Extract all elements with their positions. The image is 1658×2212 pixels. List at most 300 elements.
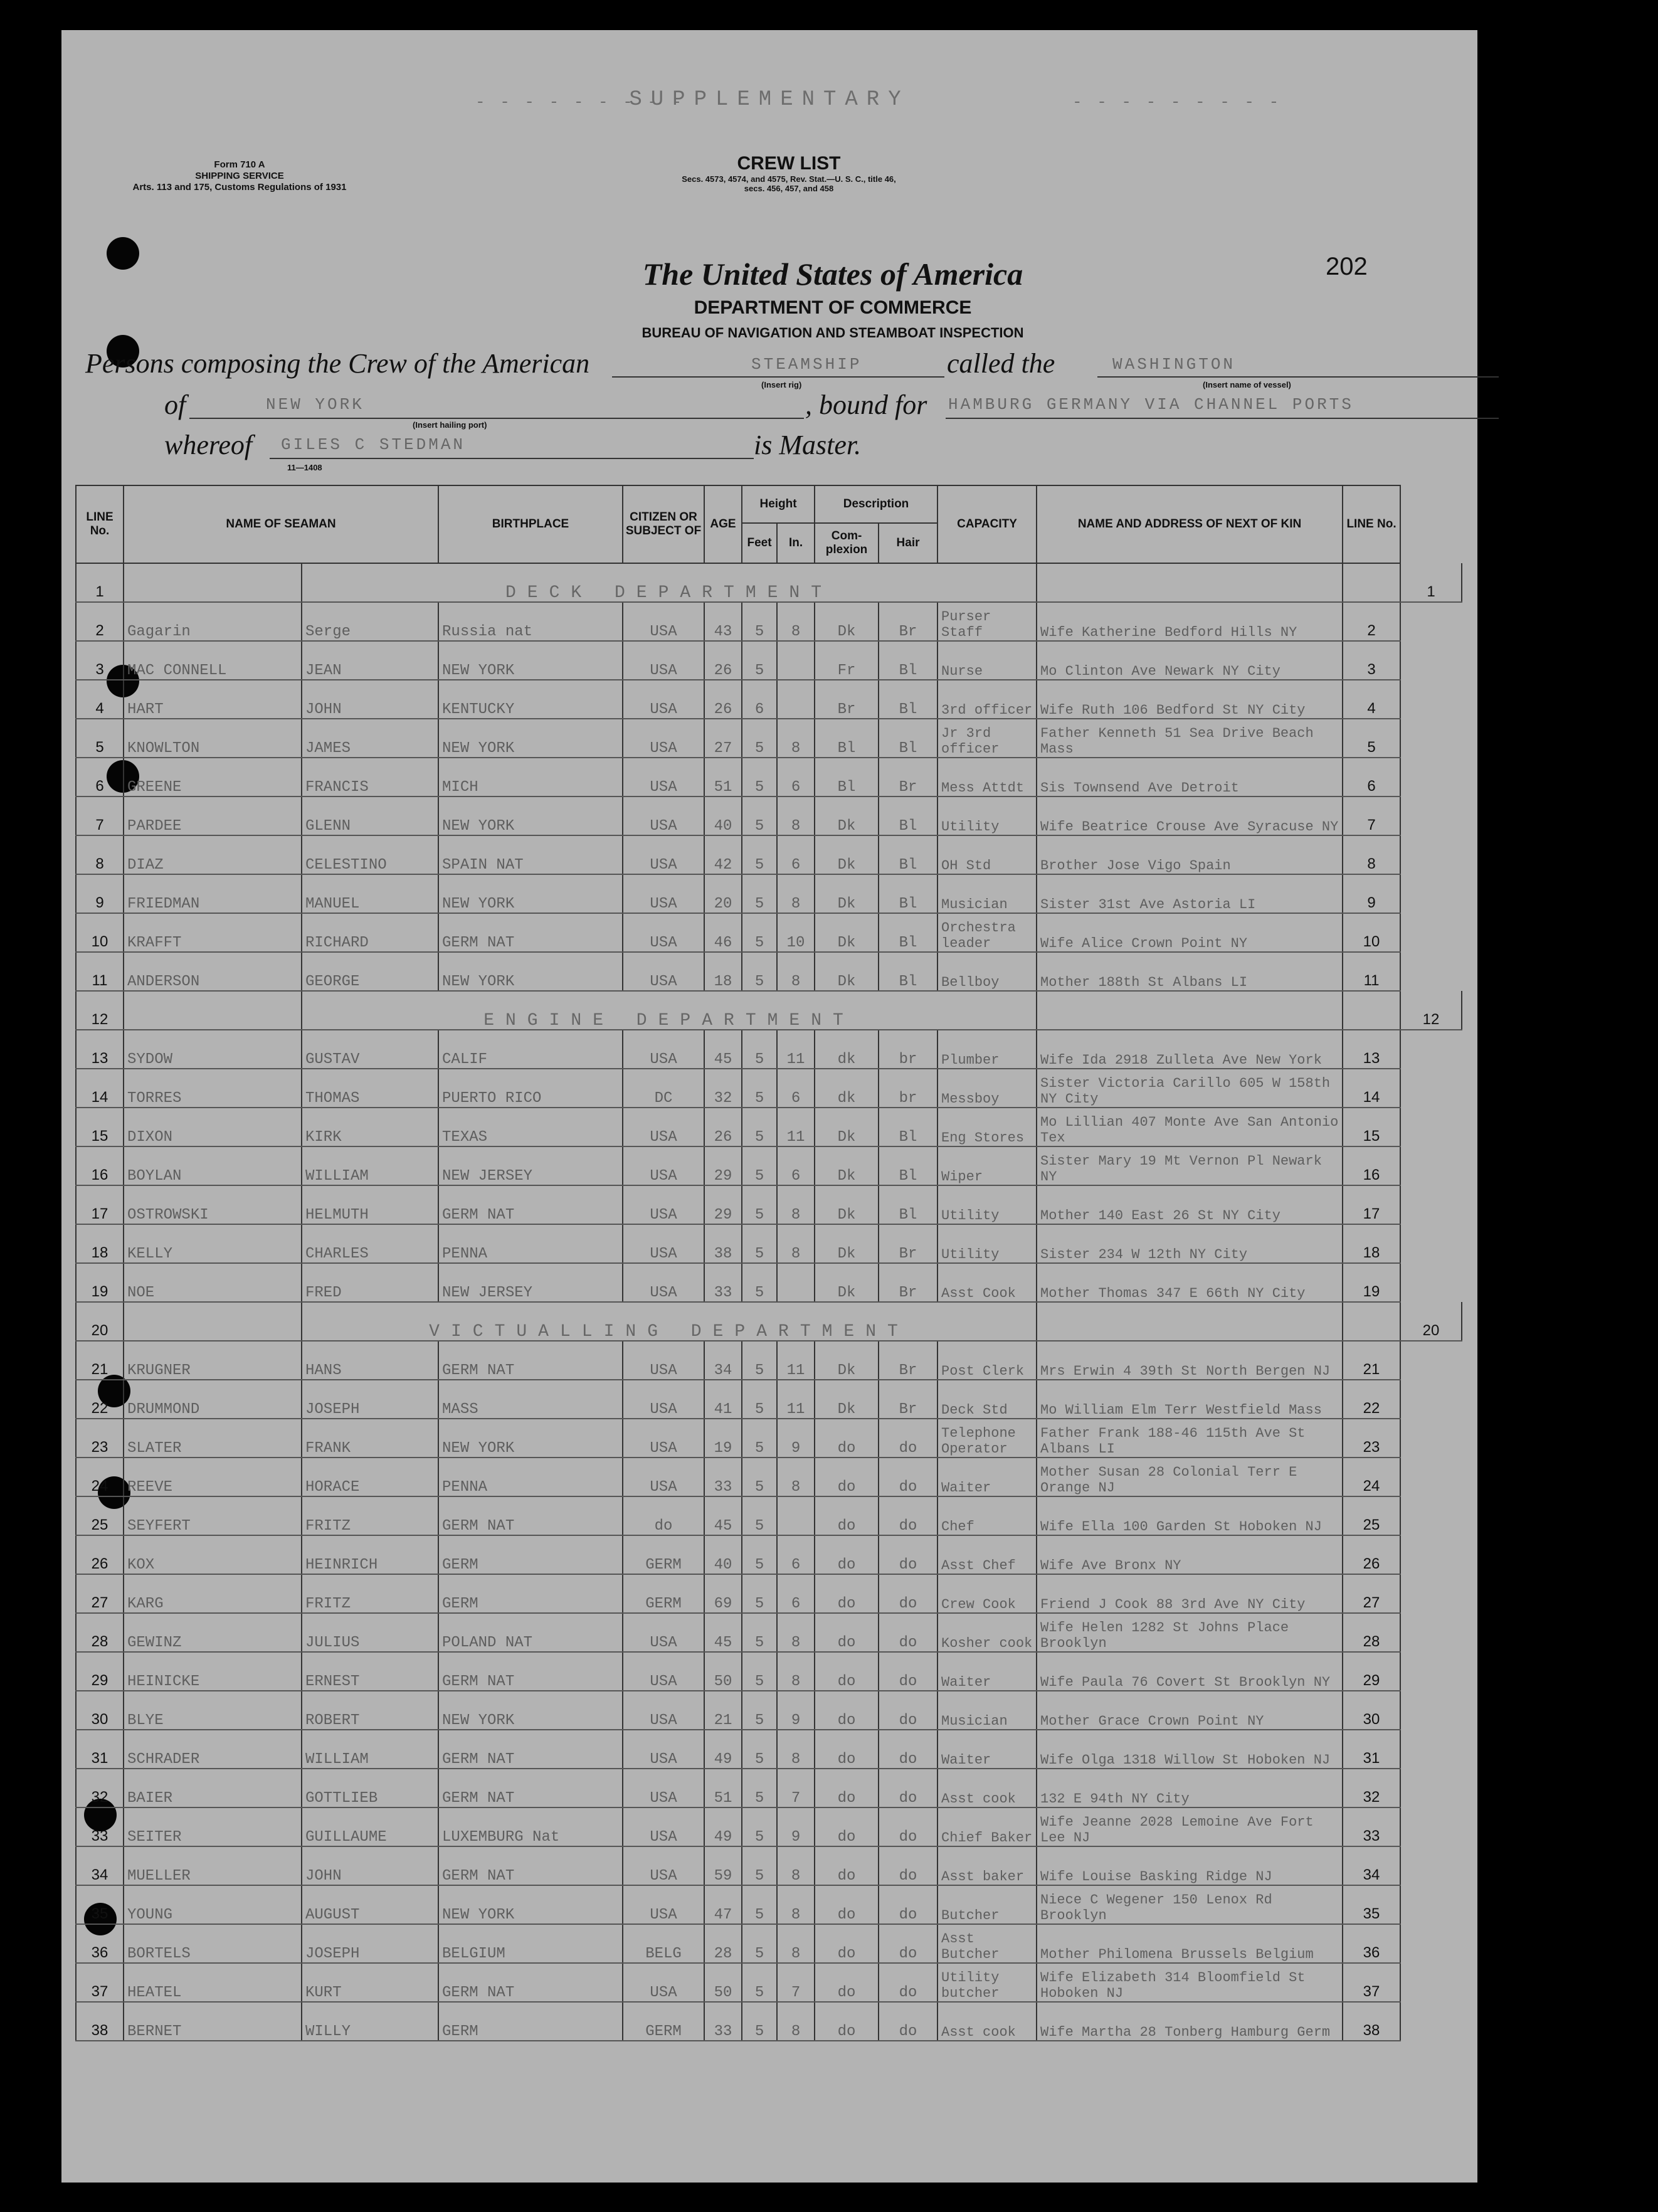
height-feet-cell: 5: [742, 1807, 777, 1846]
line-number-right: 18: [1343, 1224, 1400, 1263]
line-number: 22: [76, 1380, 124, 1419]
citizen-cell: USA: [623, 680, 704, 719]
age-cell: 69: [704, 1574, 742, 1613]
line-number-right: 23: [1343, 1419, 1400, 1458]
hair-cell: do: [879, 1807, 937, 1846]
height-inches-cell: 11: [777, 1341, 815, 1380]
height-feet-cell: 5: [742, 796, 777, 835]
header-complexion: Com-plexion: [815, 523, 879, 563]
height-feet-cell: 5: [742, 1846, 777, 1885]
blank-cell: [1037, 1302, 1343, 1341]
seaman-surname: YOUNG: [124, 1885, 302, 1924]
table-row: [76, 874, 1462, 913]
hair-cell: Br: [879, 1263, 937, 1302]
height-feet-cell: 5: [742, 641, 777, 680]
capacity-cell: Messboy: [937, 1069, 1037, 1108]
height-feet-cell: 5: [742, 2002, 777, 2041]
citizen-cell: GERM: [623, 1574, 704, 1613]
height-feet-cell: 5: [742, 602, 777, 641]
seaman-surname: REEVE: [124, 1458, 302, 1496]
line-number: 32: [76, 1769, 124, 1807]
birthplace-cell: GERM NAT: [438, 1730, 623, 1769]
citizen-cell: do: [623, 1496, 704, 1535]
birthplace-cell: NEW YORK: [438, 952, 623, 991]
seaman-surname: DIAZ: [124, 835, 302, 874]
hair-cell: do: [879, 1963, 937, 2002]
complexion-cell: do: [815, 2002, 879, 2041]
hair-cell: do: [879, 1924, 937, 1963]
blank-cell: [1343, 991, 1400, 1030]
next-of-kin-cell: Friend J Cook 88 3rd Ave NY City: [1037, 1574, 1343, 1613]
age-cell: 20: [704, 874, 742, 913]
line-number: 15: [76, 1108, 124, 1146]
next-of-kin-cell: Mo Clinton Ave Newark NY City: [1037, 641, 1343, 680]
height-feet-cell: 5: [742, 758, 777, 796]
next-of-kin-cell: 132 E 94th NY City: [1037, 1769, 1343, 1807]
capacity-cell: Utility: [937, 1224, 1037, 1263]
hair-cell: do: [879, 1652, 937, 1691]
seaman-surname: HART: [124, 680, 302, 719]
birthplace-cell: GERM: [438, 1574, 623, 1613]
line-number-right: 20: [1400, 1302, 1462, 1341]
hair-cell: do: [879, 1846, 937, 1885]
seaman-surname: NOE: [124, 1263, 302, 1302]
next-of-kin-cell: Mo William Elm Terr Westfield Mass: [1037, 1380, 1343, 1419]
height-inches-cell: 8: [777, 602, 815, 641]
citizen-cell: USA: [623, 913, 704, 952]
capacity-cell: Post Clerk: [937, 1341, 1037, 1380]
hair-cell: do: [879, 1496, 937, 1535]
height-inches-cell: 7: [777, 1963, 815, 2002]
birthplace-cell: NEW YORK: [438, 1885, 623, 1924]
seaman-surname: ANDERSON: [124, 952, 302, 991]
height-feet-cell: 5: [742, 1419, 777, 1458]
line-number: 19: [76, 1263, 124, 1302]
seaman-given-name: FRITZ: [302, 1496, 438, 1535]
capacity-cell: Eng Stores: [937, 1108, 1037, 1146]
height-inches-cell: [777, 1263, 815, 1302]
citizen-cell: USA: [623, 1807, 704, 1846]
next-of-kin-cell: Mrs Erwin 4 39th St North Bergen NJ: [1037, 1341, 1343, 1380]
line-number-right: 27: [1343, 1574, 1400, 1613]
table-row: [76, 1769, 1462, 1807]
height-feet-cell: 5: [742, 1574, 777, 1613]
line-number-right: 30: [1343, 1691, 1400, 1730]
citizen-cell: USA: [623, 952, 704, 991]
hair-cell: do: [879, 1535, 937, 1574]
height-inches-cell: 8: [777, 796, 815, 835]
crew-list-heading: CREW LIST Secs. 4573, 4574, and 4575, Rev. Stat.—U. S. C., title 46, secs. 456, 457, and 458: [613, 153, 964, 193]
table-row: [76, 758, 1462, 796]
height-inches-cell: 6: [777, 758, 815, 796]
complexion-cell: dk: [815, 1069, 879, 1108]
rig-field: [612, 376, 944, 378]
capacity-cell: Waiter: [937, 1730, 1037, 1769]
capacity-cell: Nurse: [937, 641, 1037, 680]
called-the-label: called the: [947, 348, 1055, 379]
hair-cell: do: [879, 1769, 937, 1807]
citizen-cell: USA: [623, 1108, 704, 1146]
height-feet-cell: 5: [742, 1652, 777, 1691]
age-cell: 45: [704, 1613, 742, 1652]
birthplace-cell: GERM NAT: [438, 1341, 623, 1380]
bound-for-label: , bound for: [805, 389, 927, 420]
age-cell: 51: [704, 758, 742, 796]
seaman-given-name: WILLIAM: [302, 1146, 438, 1185]
hair-cell: Bl: [879, 796, 937, 835]
header-name-of-seaman: NAME OF SEAMAN: [124, 485, 438, 563]
seaman-surname: SEITER: [124, 1807, 302, 1846]
line-number-right: 1: [1400, 563, 1462, 602]
capacity-cell: Wiper: [937, 1146, 1037, 1185]
seaman-given-name: JOSEPH: [302, 1380, 438, 1419]
line-number: 26: [76, 1535, 124, 1574]
hair-cell: br: [879, 1069, 937, 1108]
master-name-value: GILES C STEDMAN: [281, 435, 466, 454]
crew-list-title: CREW LIST: [737, 153, 841, 174]
next-of-kin-cell: Wife Alice Crown Point NY: [1037, 913, 1343, 952]
capacity-cell: Asst Cook: [937, 1263, 1037, 1302]
line-number: 3: [76, 641, 124, 680]
line-number: 1: [76, 563, 124, 602]
line-number-right: 29: [1343, 1652, 1400, 1691]
height-feet-cell: 5: [742, 1108, 777, 1146]
seaman-surname: SCHRADER: [124, 1730, 302, 1769]
citizen-cell: USA: [623, 1185, 704, 1224]
birthplace-cell: GERM NAT: [438, 1846, 623, 1885]
seaman-given-name: HANS: [302, 1341, 438, 1380]
header-line-no-right: LINE No.: [1343, 485, 1400, 563]
birthplace-cell: LUXEMBURG Nat: [438, 1807, 623, 1846]
seaman-given-name: WILLY: [302, 2002, 438, 2041]
next-of-kin-cell: Wife Martha 28 Tonberg Hamburg Germ: [1037, 2002, 1343, 2041]
rig-value: STEAMSHIP: [751, 355, 862, 374]
seaman-surname: SEYFERT: [124, 1496, 302, 1535]
age-cell: 26: [704, 680, 742, 719]
age-cell: 38: [704, 1224, 742, 1263]
stamp-dashes: - - - - - - - - -: [1072, 93, 1282, 112]
vessel-name-hint: (Insert name of vessel): [1203, 380, 1291, 389]
height-feet-cell: 5: [742, 1341, 777, 1380]
seaman-given-name: HORACE: [302, 1458, 438, 1496]
height-inches-cell: 7: [777, 1769, 815, 1807]
capacity-cell: Bellboy: [937, 952, 1037, 991]
height-inches-cell: 6: [777, 1574, 815, 1613]
complexion-cell: Dk: [815, 1185, 879, 1224]
table-row: [76, 1613, 1462, 1652]
line-number: 5: [76, 719, 124, 758]
seaman-given-name: FRITZ: [302, 1574, 438, 1613]
seaman-given-name: CHARLES: [302, 1224, 438, 1263]
seaman-given-name: ROBERT: [302, 1691, 438, 1730]
capacity-cell: Butcher: [937, 1885, 1037, 1924]
citizen-cell: USA: [623, 1030, 704, 1069]
height-inches-cell: 8: [777, 1224, 815, 1263]
seaman-given-name: JOHN: [302, 680, 438, 719]
seaman-given-name: WILLIAM: [302, 1730, 438, 1769]
citizen-cell: GERM: [623, 1535, 704, 1574]
line-number-right: 7: [1343, 796, 1400, 835]
citizen-cell: USA: [623, 1691, 704, 1730]
citizen-cell: DC: [623, 1069, 704, 1108]
height-inches-cell: 8: [777, 1185, 815, 1224]
header-age: AGE: [704, 485, 742, 563]
next-of-kin-cell: Mother 140 East 26 St NY City: [1037, 1185, 1343, 1224]
bureau-title: BUREAU OF NAVIGATION AND STEAMBOAT INSPECTION: [642, 325, 1024, 341]
hailing-port-field: [189, 418, 804, 419]
table-row: [76, 2002, 1462, 2041]
seaman-surname: BAIER: [124, 1769, 302, 1807]
line-number-right: 37: [1343, 1963, 1400, 2002]
age-cell: 18: [704, 952, 742, 991]
age-cell: 28: [704, 1924, 742, 1963]
table-row: [76, 1224, 1462, 1263]
line-number: 12: [76, 991, 124, 1030]
age-cell: 26: [704, 641, 742, 680]
line-number: 18: [76, 1224, 124, 1263]
line-number-right: 14: [1343, 1069, 1400, 1108]
table-row: [76, 1807, 1462, 1846]
line-number-right: 28: [1343, 1613, 1400, 1652]
birthplace-cell: Russia nat: [438, 602, 623, 641]
complexion-cell: Br: [815, 680, 879, 719]
capacity-cell: Crew Cook: [937, 1574, 1037, 1613]
age-cell: 26: [704, 1108, 742, 1146]
line-number-right: 13: [1343, 1030, 1400, 1069]
complexion-cell: do: [815, 1691, 879, 1730]
line-number-right: 4: [1343, 680, 1400, 719]
table-row: [76, 1846, 1462, 1885]
table-row: [76, 1924, 1462, 1963]
line-number-right: 12: [1400, 991, 1462, 1030]
height-inches-cell: [777, 1496, 815, 1535]
age-cell: 21: [704, 1691, 742, 1730]
capacity-cell: Waiter: [937, 1458, 1037, 1496]
capacity-cell: Mess Attdt: [937, 758, 1037, 796]
age-cell: 33: [704, 1263, 742, 1302]
line-number: 34: [76, 1846, 124, 1885]
citizen-cell: USA: [623, 1458, 704, 1496]
next-of-kin-cell: Mother Susan 28 Colonial Terr E Orange NJ: [1037, 1458, 1343, 1496]
seaman-given-name: FRANK: [302, 1419, 438, 1458]
next-of-kin-cell: Sister Victoria Carillo 605 W 158th NY City: [1037, 1069, 1343, 1108]
header-hair: Hair: [879, 523, 937, 563]
age-cell: 50: [704, 1963, 742, 2002]
next-of-kin-cell: Mother Grace Crown Point NY: [1037, 1691, 1343, 1730]
capacity-cell: Deck Std: [937, 1380, 1037, 1419]
hair-cell: do: [879, 2002, 937, 2041]
seaman-surname: FRIEDMAN: [124, 874, 302, 913]
table-row: [76, 1458, 1462, 1496]
height-feet-cell: 5: [742, 1924, 777, 1963]
table-row: [76, 602, 1462, 641]
complexion-cell: Dk: [815, 796, 879, 835]
seaman-surname: Gagarin: [124, 602, 302, 641]
table-row: [76, 1380, 1462, 1419]
table-row: [76, 1691, 1462, 1730]
height-feet-cell: 5: [742, 1613, 777, 1652]
capacity-cell: Asst cook: [937, 2002, 1037, 2041]
hailing-port-value: NEW YORK: [266, 395, 364, 414]
vessel-name-value: WASHINGTON: [1112, 355, 1236, 374]
page-number: 202: [1326, 253, 1368, 280]
height-feet-cell: 5: [742, 1380, 777, 1419]
form-number-block: Form 710 A SHIPPING SERVICE Arts. 113 and 175, Customs Regulations of 1931: [132, 159, 347, 193]
hair-cell: Bl: [879, 874, 937, 913]
table-row: [76, 835, 1462, 874]
capacity-cell: Chief Baker: [937, 1807, 1037, 1846]
line-number-right: 9: [1343, 874, 1400, 913]
table-row: [76, 952, 1462, 991]
complexion-cell: do: [815, 1419, 879, 1458]
birthplace-cell: PUERTO RICO: [438, 1069, 623, 1108]
next-of-kin-cell: Wife Ida 2918 Zulleta Ave New York: [1037, 1030, 1343, 1069]
next-of-kin-cell: Mother Philomena Brussels Belgium: [1037, 1924, 1343, 1963]
birthplace-cell: NEW YORK: [438, 874, 623, 913]
age-cell: 29: [704, 1146, 742, 1185]
height-inches-cell: 8: [777, 1846, 815, 1885]
age-cell: 34: [704, 1341, 742, 1380]
complexion-cell: do: [815, 1652, 879, 1691]
table-row: [76, 1341, 1462, 1380]
complexion-cell: Dk: [815, 913, 879, 952]
table-row: [76, 1535, 1462, 1574]
seaman-surname: BLYE: [124, 1691, 302, 1730]
table-row: [76, 796, 1462, 835]
citizen-cell: USA: [623, 1341, 704, 1380]
line-number-right: 22: [1343, 1380, 1400, 1419]
line-number-right: 36: [1343, 1924, 1400, 1963]
line-number-right: 6: [1343, 758, 1400, 796]
section-row: [76, 991, 1462, 1030]
line-number-right: 25: [1343, 1496, 1400, 1535]
citizen-cell: GERM: [623, 2002, 704, 2041]
line-number: 29: [76, 1652, 124, 1691]
header-inches: In.: [777, 523, 815, 563]
height-feet-cell: 5: [742, 952, 777, 991]
line-number: 35: [76, 1885, 124, 1924]
line-number-right: 5: [1343, 719, 1400, 758]
birthplace-cell: NEW YORK: [438, 1691, 623, 1730]
seaman-surname: KARG: [124, 1574, 302, 1613]
height-inches-cell: 8: [777, 719, 815, 758]
age-cell: 51: [704, 1769, 742, 1807]
header-line-no: LINE No.: [76, 485, 124, 563]
header-feet: Feet: [742, 523, 777, 563]
complexion-cell: do: [815, 1496, 879, 1535]
seaman-surname: BORTELS: [124, 1924, 302, 1963]
line-number-right: 17: [1343, 1185, 1400, 1224]
complexion-cell: do: [815, 1807, 879, 1846]
seaman-surname: KNOWLTON: [124, 719, 302, 758]
line-number: 27: [76, 1574, 124, 1613]
citizen-cell: USA: [623, 1730, 704, 1769]
table-row: [76, 1574, 1462, 1613]
table-row: [76, 1263, 1462, 1302]
line-number: 24: [76, 1458, 124, 1496]
seaman-given-name: KIRK: [302, 1108, 438, 1146]
next-of-kin-cell: Mother 188th St Albans LI: [1037, 952, 1343, 991]
complexion-cell: do: [815, 1769, 879, 1807]
seaman-surname: BERNET: [124, 2002, 302, 2041]
birthplace-cell: GERM: [438, 2002, 623, 2041]
birthplace-cell: MICH: [438, 758, 623, 796]
hair-cell: Br: [879, 1380, 937, 1419]
is-master-label: is Master.: [754, 430, 862, 460]
age-cell: 46: [704, 913, 742, 952]
complexion-cell: Dk: [815, 1263, 879, 1302]
complexion-cell: do: [815, 1574, 879, 1613]
hair-cell: Bl: [879, 835, 937, 874]
citizen-cell: USA: [623, 1963, 704, 2002]
capacity-cell: Jr 3rd officer: [937, 719, 1037, 758]
capacity-cell: Plumber: [937, 1030, 1037, 1069]
seaman-given-name: CELESTINO: [302, 835, 438, 874]
complexion-cell: do: [815, 1613, 879, 1652]
age-cell: 50: [704, 1652, 742, 1691]
seaman-surname: KRAFFT: [124, 913, 302, 952]
age-cell: 27: [704, 719, 742, 758]
crew-of-american-label: Persons composing the Crew of the American: [85, 348, 590, 379]
birthplace-cell: NEW YORK: [438, 719, 623, 758]
seaman-given-name: GUILLAUME: [302, 1807, 438, 1846]
next-of-kin-cell: Brother Jose Vigo Spain: [1037, 835, 1343, 874]
capacity-cell: Telephone Operator: [937, 1419, 1037, 1458]
age-cell: 59: [704, 1846, 742, 1885]
seaman-given-name: GUSTAV: [302, 1030, 438, 1069]
table-row: [76, 641, 1462, 680]
supplementary-stamp: SUPPLEMENTARY: [629, 88, 910, 112]
complexion-cell: Dk: [815, 1341, 879, 1380]
capacity-cell: OH Std: [937, 835, 1037, 874]
section-label: ENGINE DEPARTMENT: [302, 991, 1037, 1030]
birthplace-cell: NEW YORK: [438, 1419, 623, 1458]
line-number-right: 38: [1343, 2002, 1400, 2041]
hair-cell: do: [879, 1574, 937, 1613]
destination-value: HAMBURG GERMANY VIA CHANNEL PORTS: [948, 395, 1354, 414]
line-number: 17: [76, 1185, 124, 1224]
blank-cell: [124, 563, 302, 602]
capacity-cell: Asst Chef: [937, 1535, 1037, 1574]
complexion-cell: do: [815, 1885, 879, 1924]
birthplace-cell: GERM NAT: [438, 1963, 623, 2002]
birthplace-cell: KENTUCKY: [438, 680, 623, 719]
height-inches-cell: 10: [777, 913, 815, 952]
hair-cell: do: [879, 1730, 937, 1769]
next-of-kin-cell: Sis Townsend Ave Detroit: [1037, 758, 1343, 796]
table-row: [76, 680, 1462, 719]
seaman-given-name: ERNEST: [302, 1652, 438, 1691]
line-number-right: 2: [1343, 602, 1400, 641]
complexion-cell: Fr: [815, 641, 879, 680]
capacity-cell: Utility: [937, 1185, 1037, 1224]
birthplace-cell: CALIF: [438, 1030, 623, 1069]
blank-cell: [1343, 563, 1400, 602]
age-cell: 19: [704, 1419, 742, 1458]
line-number: 21: [76, 1341, 124, 1380]
citizen-cell: USA: [623, 1146, 704, 1185]
blank-cell: [1343, 1302, 1400, 1341]
citizen-cell: USA: [623, 874, 704, 913]
next-of-kin-cell: Wife Katherine Bedford Hills NY: [1037, 602, 1343, 641]
complexion-cell: do: [815, 1846, 879, 1885]
next-of-kin-cell: Wife Ave Bronx NY: [1037, 1535, 1343, 1574]
seaman-given-name: MANUEL: [302, 874, 438, 913]
capacity-cell: Asst Butcher: [937, 1924, 1037, 1963]
hair-cell: do: [879, 1419, 937, 1458]
hair-cell: Br: [879, 758, 937, 796]
line-number-right: 19: [1343, 1263, 1400, 1302]
